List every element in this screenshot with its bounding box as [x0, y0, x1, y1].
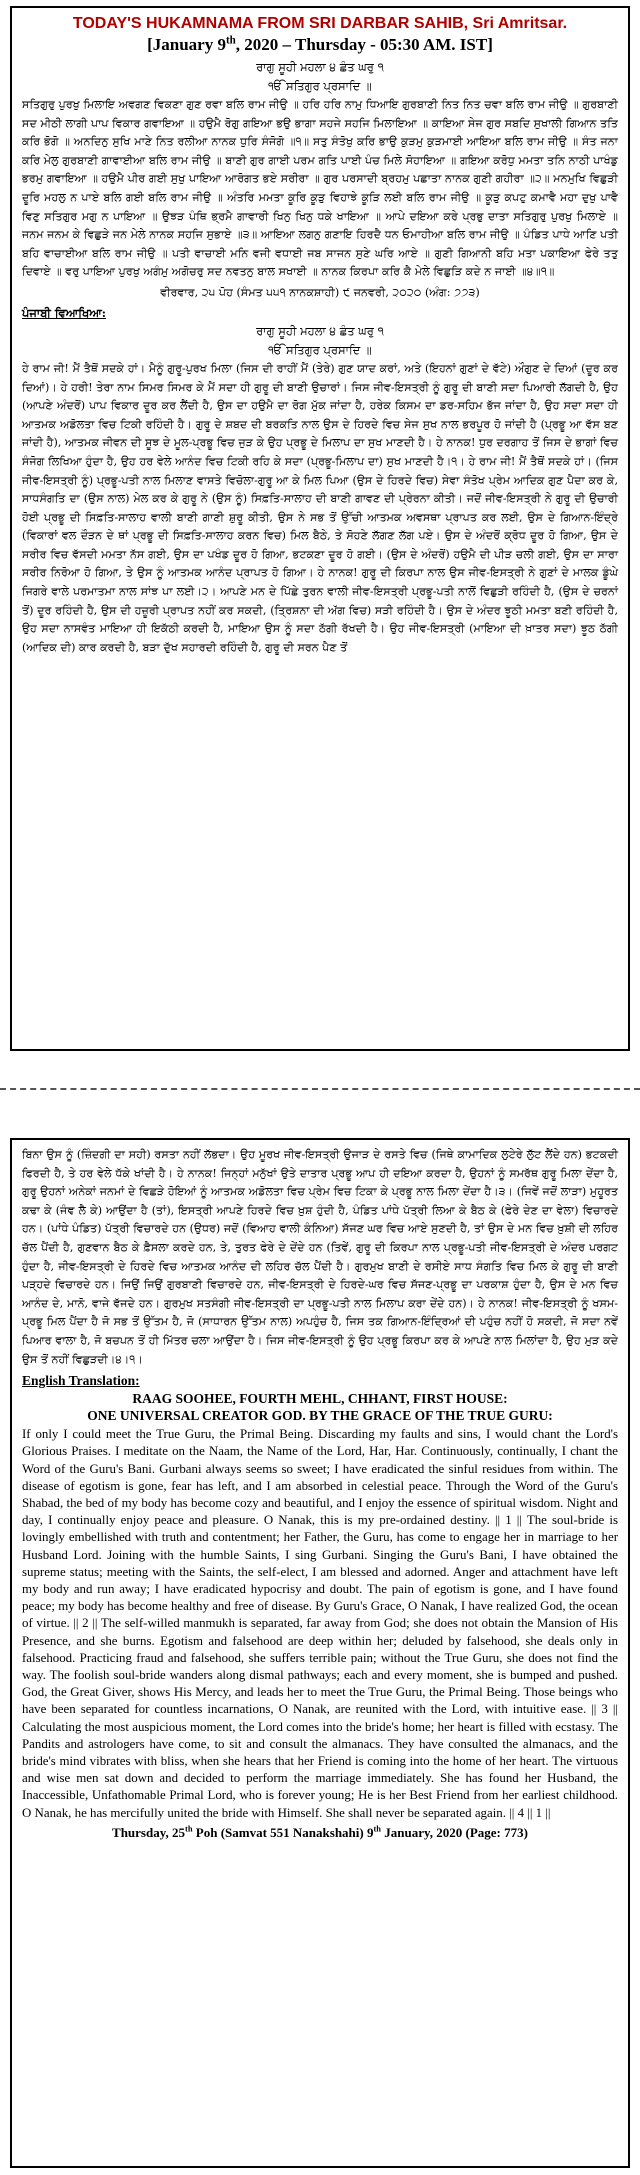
date-header-part2: , 2020 – Thursday - 05:30 AM. IST] — [235, 35, 493, 54]
punjabi-vyakhya-text-part1: ਹੇ ਰਾਮ ਜੀ! ਮੈਂ ਤੈਥੋਂ ਸਦਕੇ ਹਾਂ। ਮੈਨੂੰ ਗੁਰੂ-ਪੁਰਖ ਮਿਲਾ (ਜਿਸ ਦੀ ਰਾਹੀਂ ਮੈਂ (ਤੇਰੇ) ਗੁਣ ਯਾਦ ਕਰਾਂ, ਅਤੇ (ਇਹਨਾਂ ਗੁਣਾਂ ਦੇ ਵੱਟੇ) ਔਗੁਣ ਦੇ ਦਿਆਂ (ਦੂਰ ਕਰ ਦਿਆਂ)। ਹੇ ਹਰੀ! ਤੇਰਾ ਨਾਮ ਸਿਮਰ ਸਿਮਰ ਕੇ ਮੈਂ ਸਦਾ ਹੀ ਗੁਰੂ ਦੀ ਬਾਣੀ ਉਚਾਰਾਂ। ਜਿਸ ਜੀਵ-ਇਸਤ੍ਰੀ ਨੂੰ ਗੁਰੂ ਦੀ ਬਾਣੀ ਸਦਾ ਪਿਆਰੀ ਲੱਗਦੀ ਹੈ, ਉਹ (ਆਪਣੇ ਅੰਦਰੋਂ) ਪਾਪ ਵਿਕਾਰ ਦੂਰ ਕਰ ਲੈਂਦੀ ਹੈ, ਉਸ ਦਾ ਹਉਮੈ ਦਾ ਰੋਗ ਮੁੱਕ ਜਾਂਦਾ ਹੈ, ਹਰੇਕ ਕਿਸਮ ਦਾ ਡਰ-ਸਹਿਮ ਭੱਜ ਜਾਂਦਾ ਹੈ, ਉਹ ਸਦਾ ਸਦਾ ਹੀ ਆਤਮਕ ਅਡੋਲਤਾ ਵਿਚ ਟਿਕੀ ਰਹਿੰਦੀ ਹੈ। ਗੁਰੂ ਦੇ ਸ਼ਬਦ ਦੀ ਬਰਕਤਿ ਨਾਲ ਉਸ ਦੇ ਹਿਰਦੇ ਵਿਚ ਸੇਜ ਸੁਖ ਨਾਲ ਭਰਪੂਰ ਹੋ ਜਾਂਦੀ ਹੈ (ਪ੍ਰਭੂ ਆ ਵੱਸ ਬਣ ਜਾਂਦੀ ਹੈ), ਆਤਮਕ ਜੀਵਨ ਦੀ ਸੂਝ ਦੇ ਮੂਲ-ਪ੍ਰਭੂ ਵਿਚ ਜੁੜ ਕੇ ਉਹ ਪ੍ਰਭੂ ਦੇ ਮਿਲਾਪ ਦਾ ਸੁਖ ਮਾਣਦੀ ਹੈ। ਹੇ ਨਾਨਕ! ਧੁਰ ਦਰਗਾਹ ਤੋਂ ਜਿਸ ਦੇ ਭਾਗਾਂ ਵਿਚ ਸੰਜੋਗ ਲਿਖਿਆ ਹੁੰਦਾ ਹੈ, ਉਹ ਹਰ ਵੇਲੇ ਆਨੰਦ ਵਿਚ ਟਿਕੀ ਰਹਿ ਕੇ ਸਦਾ (ਪ੍ਰਭੂ-ਮਿਲਾਪ ਦਾ) ਸੁਖ ਮਾਣਦੀ ਹੈ।੧। ਹੇ ਰਾਮ ਜੀ! ਮੈਂ ਤੈਥੋਂ ਸਦਕੇ ਹਾਂ। (ਜਿਸ ਜੀਵ-ਇਸਤ੍ਰੀ ਨੂੰ) ਪ੍ਰਭੂ-ਪਤੀ ਨਾਲ ਮਿਲਾਣ ਵਾਸਤੇ ਵਿਚੋਲਾ-ਗੁਰੂ ਆ ਕੇ ਮਿਲ ਪਿਆ (ਉਸ ਦੇ ਹਿਰਦੇ ਵਿਚ) ਸੇਵਾ ਸੰਤੋਖ ਪ੍ਰੇਮ ਆਦਿਕ ਗੁਣ ਪੈਦਾ ਕਰ ਕੇ, ਸਾਧਸੰਗਤਿ ਦਾ (ਉਸ ਨਾਲ) ਮੇਲ ਕਰ ਕੇ ਗੁਰੂ ਨੇ (ਉਸ ਨੂੰ) ਸਿਫ਼ਤਿ-ਸਾਲਾਹ ਦੀ ਬਾਣੀ ਗਾਵਣ ਦੀ ਪ੍ਰੇਰਨਾ ਕੀਤੀ। ਜਦੋਂ ਜੀਵ-ਇਸਤ੍ਰੀ ਨੇ ਗੁਰੂ ਦੀ ਉਚਾਰੀ ਹੋਈ ਪ੍ਰਭੂ ਦੀ ਸਿਫ਼ਤਿ-ਸਾਲਾਹ ਵਾਲੀ ਬਾਣੀ ਗਾਣੀ ਸ਼ੁਰੂ ਕੀਤੀ, ਉਸ ਨੇ ਸਭ ਤੋਂ ਉੱਚੀ ਆਤਮਕ ਅਵਸਥਾ ਪ੍ਰਾਪਤ ਕਰ ਲਈ, ਉਸ ਦੇ ਗਿਆਨ-ਇੰਦ੍ਰੇ (ਵਿਕਾਰਾਂ ਵਲ ਦੌੜਨ ਦੇ ਥਾਂ ਪ੍ਰਭੂ ਦੀ ਸਿਫ਼ਤਿ-ਸਾਲਾਹ ਕਰਨ ਵਿਚ) ਮਿਲ ਬੈਠੇ, ਤੇ ਸੋਹਣੇ ਲੱਗਣ ਲੱਗ ਪਏ। ਉਸ ਦੇ ਅੰਦਰੋਂ ਕ੍ਰੋਧ ਦੂਰ ਹੋ ਗਿਆ, ਉਸ ਦੇ ਸਰੀਰ ਵਿਚ ਵੱਸਦੀ ਮਮਤਾ ਨੱਸ ਗਈ, ਉਸ ਦਾ ਪਖੰਡ ਦੂਰ ਹੋ ਗਿਆ, ਭਟਕਣਾ ਦੂਰ ਹੋ ਗਈ। (ਉਸ ਦੇ ਅੰਦਰੋਂ) ਹਉਮੈ ਦੀ ਪੀੜ ਚਲੀ ਗਈ, ਉਸ ਦਾ ਸਾਰਾ ਸਰੀਰ ਨਿਰੋਆ ਹੋ ਗਿਆ, ਤੇ ਉਸ ਨੂੰ ਆਤਮਕ ਆਨੰਦ ਪ੍ਰਾਪਤ ਹੋ ਗਿਆ। ਹੇ ਨਾਨਕ! ਗੁਰੂ ਦੀ ਕਿਰਪਾ ਨਾਲ ਉਸ ਜੀਵ-ਇਸਤ੍ਰੀ ਨੇ ਗੁਣਾਂ ਦੇ ਮਾਲਕ ਡੂੰਘੇ ਜਿਗਰੇ ਵਾਲੇ ਪਰਮਾਤਮਾ ਨਾਲ ਸਾਂਝ ਪਾ ਲਈ।੨। ਆਪਣੇ ਮਨ ਦੇ ਪਿੱਛੇ ਤੁਰਨ ਵਾਲੀ ਜੀਵ-ਇਸਤ੍ਰੀ ਪ੍ਰਭੂ-ਪਤੀ ਨਾਲੋਂ ਵਿਛੁੜੀ ਰਹਿੰਦੀ ਹੈ, (ਉਸ ਦੇ ਚਰਨਾਂ ਤੋਂ) ਦੂਰ ਰਹਿੰਦੀ ਹੈ, ਉਸ ਦੀ ਹਜ਼ੂਰੀ ਪ੍ਰਾਪਤ ਨਹੀਂ ਕਰ ਸਕਦੀ, (ਤ੍ਰਿਸ਼ਨਾ ਦੀ ਅੱਗ ਵਿਚ) ਸੜੀ ਰਹਿੰਦੀ ਹੈ। ਉਸ ਦੇ ਅੰਦਰ ਝੂਠੀ ਮਮਤਾ ਬਣੀ ਰਹਿੰਦੀ ਹੈ, ਉਹ ਸਦਾ ਨਾਸਵੰਤ ਮਾਇਆ ਹੀ ਇਕੱਠੀ ਕਰਦੀ ਹੈ, ਮਾਇਆ ਉਸ ਨੂੰ ਸਦਾ ਠੱਗੀ ਰੱਖਦੀ ਹੈ। ਉਹ ਜੀਵ-ਇਸਤ੍ਰੀ (ਮਾਇਆ ਦੀ ਖ਼ਾਤਰ ਸਦਾ) ਝੂਠ ਠੱਗੀ (ਆਦਿਕ ਦੀ) ਕਾਰ ਕਰਦੀ ਹੈ, ਬੜਾ ਦੁੱਖ ਸਹਾਰਦੀ ਰਹਿੰਦੀ ਹੈ, ਗੁਰੂ ਦੀ ਸਰਨ ਪੈਣ ਤੋਂ — [22, 361, 618, 654]
english-translation-label: English Translation: — [22, 1373, 140, 1389]
hukamnama-panel-top — [10, 6, 630, 1051]
raag-heading: ਰਾਗੁ ਸੂਹੀ ਮਹਲਾ ੪ ਛੰਤ ਘਰੁ ੧ — [256, 60, 384, 74]
footer-suffix-2: th — [373, 1823, 381, 1834]
page-divider — [0, 1088, 640, 1090]
vyakhya-mool-mantar-line: ੴ ਸਤਿਗੁਰ ਪ੍ਰਸਾਦਿ ॥ — [268, 342, 372, 357]
date-header-part1: [January 9 — [147, 35, 226, 54]
hukamnama-panel-bottom — [10, 1138, 630, 2168]
punjabi-vyakhya-text-part2: ਬਿਨਾ ਉਸ ਨੂੰ (ਜ਼ਿੰਦਗੀ ਦਾ ਸਹੀ) ਰਸਤਾ ਨਹੀਂ ਲੱਭਦਾ। ਉਹ ਮੂਰਖ ਜੀਵ-ਇਸਤ੍ਰੀ ਉਜਾੜ ਦੇ ਰਸਤੇ ਵਿਚ (ਜਿਥੇ ਕਾਮਾਦਿਕ ਲੁਟੇਰੇ ਲੁੱਟ ਲੈਂਦੇ ਹਨ) ਭਟਕਦੀ ਫਿਰਦੀ ਹੈ, ਤੇ ਹਰ ਵੇਲੇ ਧੱਕੇ ਖਾਂਦੀ ਹੈ। ਹੇ ਨਾਨਕ! ਜਿਨ੍ਹਾਂ ਮਨੁੱਖਾਂ ਉਤੇ ਦਾਤਾਰ ਪ੍ਰਭੂ ਆਪ ਹੀ ਦਇਆ ਕਰਦਾ ਹੈ, ਉਹਨਾਂ ਨੂੰ ਸਮਰੱਥ ਗੁਰੂ ਮਿਲਾ ਦੇਂਦਾ ਹੈ, ਗੁਰੂ ਉਹਨਾਂ ਅਨੇਕਾਂ ਜਨਮਾਂ ਦੇ ਵਿਛੜੇ ਹੋਇਆਂ ਨੂੰ ਆਤਮਕ ਅਡੋਲਤਾ ਵਿਚ ਪ੍ਰੇਮ ਵਿਚ ਟਿਕਾ ਕੇ ਪ੍ਰਭੂ ਨਾਲ ਮਿਲਾ ਦੇਂਦਾ ਹੈ।੩। (ਜਿਵੇਂ ਜਦੋਂ ਲਾੜਾ) ਮੁਹੂਰਤ ਕਢਾ ਕੇ (ਜੰਞ ਲੈ ਕੇ) ਆਉਂਦਾ ਹੈ (ਤਾਂ), ਇਸਤ੍ਰੀ ਆਪਣੇ ਹਿਰਦੇ ਵਿਚ ਖ਼ੁਸ਼ ਹੁੰਦੀ ਹੈ, ਪੰਡਿਤ ਪਾਂਧੇ ਪੱਤ੍ਰੀ ਲਿਆ ਕੇ ਬੈਠ ਕੇ (ਫੇਰੇ ਦੇਣ ਦਾ ਵੇਲਾ) ਵਿਚਾਰਦੇ ਹਨ। (ਪਾਂਧੇ ਪੰਡਿਤ) ਪੱਤ੍ਰੀ ਵਿਚਾਰਦੇ ਹਨ (ਉਧਰ) ਜਦੋਂ (ਵਿਆਹ ਵਾਲੀ ਕੰਨਿਆ) ਸੱਜਣ ਘਰ ਵਿਚ ਆਏ ਸੁਣਦੀ ਹੈ, ਤਾਂ ਉਸ ਦੇ ਮਨ ਵਿਚ ਖ਼ੁਸ਼ੀ ਦੀ ਲਹਿਰ ਚੱਲ ਪੈਂਦੀ ਹੈ, ਗੁਣਵਾਨ ਬੈਠ ਕੇ ਫ਼ੈਸਲਾ ਕਰਦੇ ਹਨ, ਤੇ, ਤੁਰਤ ਫੇਰੇ ਦੇ ਦੇਂਦੇ ਹਨ (ਤਿਵੇਂ, ਗੁਰੂ ਦੀ ਕਿਰਪਾ ਨਾਲ ਪ੍ਰਭੂ-ਪਤੀ ਜੀਵ-ਇਸਤ੍ਰੀ ਦੇ ਅੰਦਰ ਪਰਗਟ ਹੁੰਦਾ ਹੈ, ਜੀਵ-ਇਸਤ੍ਰੀ ਦੇ ਹਿਰਦੇ ਵਿਚ ਆਤਮਕ ਆਨੰਦ ਦੀ ਲਹਿਰ ਚੱਲ ਪੈਂਦੀ ਹੈ। ਗੁਰਮੁਖ ਬਾਣੀ ਦੇ ਰਸੀਏ ਸਾਧ ਸੰਗਤਿ ਵਿਚ ਮਿਲ ਕੇ ਗੁਰੂ ਦੀ ਬਾਣੀ ਪੜ੍ਹਦੇ ਵਿਚਾਰਦੇ ਹਨ। ਜਿਉਂ ਜਿਉਂ ਗੁਰਬਾਣੀ ਵਿਚਾਰਦੇ ਹਨ, ਜੀਵ-ਇਸਤ੍ਰੀ ਦੇ ਹਿਰਦੇ-ਘਰ ਵਿਚ ਸੱਜਣ-ਪ੍ਰਭੂ ਦਾ ਪਰਕਾਸ਼ ਹੁੰਦਾ ਹੈ, ਉਸ ਦੇ ਮਨ ਵਿਚ ਆਨੰਦ ਦੇ, ਮਾਨੋ, ਵਾਜੇ ਵੱਜਦੇ ਹਨ। ਗੁਰਮੁਖ ਸਤਸੰਗੀ ਜੀਵ-ਇਸਤ੍ਰੀ ਦਾ ਪ੍ਰਭੂ-ਪਤੀ ਨਾਲ ਮਿਲਾਪ ਕਰਾ ਦੇਂਦੇ ਹਨ)। ਹੇ ਨਾਨਕ! ਜੀਵ-ਇਸਤ੍ਰੀ ਨੂੰ ਖਸਮ-ਪ੍ਰਭੂ ਮਿਲ ਪੈਂਦਾ ਹੈ ਜੋ ਸਭ ਤੋਂ ਉੱਤਮ ਹੈ, ਜੋ (ਸਾਧਾਰਨ ਉੱਤਮ ਨਾਲ) ਅਪਹੁੰਚ ਹੈ, ਜਿਸ ਤਕ ਗਿਆਨ-ਇੰਦ੍ਰਿਆਂ ਦੀ ਪਹੁੰਚ ਨਹੀਂ ਹੋ ਸਕਦੀ, ਜੋ ਸਦਾ ਨਵੇਂ ਪਿਆਰ ਵਾਲਾ ਹੈ, ਜੋ ਬਚਪਨ ਤੋਂ ਹੀ ਮਿੱਤਰ ਚਲਾ ਆਉਂਦਾ ਹੈ। ਜਿਸ ਜੀਵ-ਇਸਤ੍ਰੀ ਨੂੰ ਉਹ ਪ੍ਰਭੂ ਕਿਰਪਾ ਕਰ ਕੇ ਆਪਣੇ ਨਾਲ ਮਿਲਾਂਦਾ ਹੈ, ਉਹ ਮੁੜ ਕਦੇ ਉਸ ਤੋਂ ਨਹੀਂ ਵਿਛੁੜਦੀ।੪।੧। — [22, 1148, 619, 1366]
punjabi-vyakhya-label: ਪੰਜਾਬੀ ਵਿਆਖਿਆ: — [22, 305, 107, 320]
gurbani-text: ਸਤਿਗੁਰੁ ਪੁਰਖੁ ਮਿਲਾਇ ਅਵਗਣ ਵਿਕਣਾ ਗੁਣ ਰਵਾ ਬਲਿ ਰਾਮ ਜੀਉ ॥ ਹਰਿ ਹਰਿ ਨਾਮੁ ਧਿਆਇ ਗੁਰਬਾਣੀ ਨਿਤ ਨਿਤ ਚਵਾ ਬਲਿ ਰਾਮ ਜੀਉ ॥ ਗੁਰਬਾਣੀ ਸਦ ਮੀਠੀ ਲਾਗੀ ਪਾਪ ਵਿਕਾਰ ਗਵਾਇਆ ॥ ਹਉਮੈ ਰੋਗੁ ਗਇਆ ਭਉ ਭਾਗਾ ਸਹਜੇ ਸਹਜਿ ਮਿਲਾਇਆ ॥ ਕਾਇਆ ਸੇਜ ਗੁਰ ਸਬਦਿ ਸੁਖਾਲੀ ਗਿਆਨ ਤਤਿ ਕਰਿ ਭੋਗੋ ॥ ਅਨਦਿਨੁ ਸੁਖਿ ਮਾਣੇ ਨਿਤ ਰਲੀਆ ਨਾਨਕ ਧੁਰਿ ਸੰਜੋਗੋ ॥੧॥ ਸਤੁ ਸੰਤੋਖੁ ਕਰਿ ਭਾਉ ਕੁੜਮੁ ਕੁੜਮਾਈ ਆਇਆ ਬਲਿ ਰਾਮ ਜੀਉ ॥ ਸੰਤ ਜਨਾ ਕਰਿ ਮੇਲੁ ਗੁਰਬਾਣੀ ਗਾਵਾਈਆ ਬਲਿ ਰਾਮ ਜੀਉ ॥ ਬਾਣੀ ਗੁਰ ਗਾਈ ਪਰਮ ਗਤਿ ਪਾਈ ਪੰਚ ਮਿਲੇ ਸੋਹਾਇਆ ॥ ਗਇਆ ਕਰੋਧੁ ਮਮਤਾ ਤਨਿ ਨਾਠੀ ਪਾਖੰਡੁ ਭਰਮੁ ਗਵਾਇਆ ॥ ਹਉਮੈ ਪੀਰ ਗਈ ਸੁਖੁ ਪਾਇਆ ਆਰੋਗਤ ਭਏ ਸਰੀਰਾ ॥ ਗੁਰ ਪਰਸਾਦੀ ਬ੍ਰਹਮੁ ਪਛਾਤਾ ਨਾਨਕ ਗੁਣੀ ਗਹੀਰਾ ॥੨॥ ਮਨਮੁਖਿ ਵਿਛੁੜੀ ਦੂਰਿ ਮਹਲੁ ਨ ਪਾਏ ਬਲਿ ਗਈ ਬਲਿ ਰਾਮ ਜੀਉ ॥ ਅੰਤਰਿ ਮਮਤਾ ਕੂਰਿ ਕੂੜੁ ਵਿਹਾਝੇ ਕੂੜਿ ਲਈ ਬਲਿ ਰਾਮ ਜੀਉ ॥ ਕੂੜੁ ਕਪਟੁ ਕਮਾਵੈ ਮਹਾ ਦੁਖੁ ਪਾਵੈ ਵਿਣੁ ਸਤਿਗੁਰ ਮਗੁ ਨ ਪਾਇਆ ॥ ਉਝੜ ਪੰਥਿ ਭ੍ਰਮੈ ਗਾਵਾਰੀ ਖਿਨੁ ਖਿਨੁ ਧਕੇ ਖਾਇਆ ॥ ਆਪੇ ਦਇਆ ਕਰੇ ਪ੍ਰਭੁ ਦਾਤਾ ਸਤਿਗੁਰੁ ਪੁਰਖੁ ਮਿਲਾਏ ॥ ਜਨਮ ਜਨਮ ਕੇ ਵਿਛੁੜੇ ਜਨ ਮੇਲੇ ਨਾਨਕ ਸਹਜਿ ਸੁਭਾਏ ॥੩॥ ਆਇਆ ਲਗਨੁ ਗਣਾਇ ਹਿਰਦੈ ਧਨ ਓਮਾਹੀਆ ਬਲਿ ਰਾਮ ਜੀਉ ॥ ਪੰਡਿਤ ਪਾਧੇ ਆਣਿ ਪਤੀ ਬਹਿ ਵਾਚਾਈਆ ਬਲਿ ਰਾਮ ਜੀਉ ॥ ਪਤੀ ਵਾਚਾਈ ਮਨਿ ਵਜੀ ਵਧਾਈ ਜਬ ਸਾਜਨ ਸੁਣੇ ਘਰਿ ਆਏ ॥ ਗੁਣੀ ਗਿਆਨੀ ਬਹਿ ਮਤਾ ਪਕਾਇਆ ਫੇਰੇ ਤਤੁ ਦਿਵਾਏ ॥ ਵਰੁ ਪਾਇਆ ਪੁਰਖੁ ਅਗੰਮੁ ਅਗੋਚਰੁ ਸਦ ਨਵਤਨੁ ਬਾਲ ਸਖਾਈ ॥ ਨਾਨਕ ਕਿਰਪਾ ਕਰਿ ਕੈ ਮੇਲੇ ਵਿਛੁੜਿ ਕਦੇ ਨ ਜਾਈ ॥੪॥੧॥ — [22, 98, 618, 279]
english-translation-text: If only I could meet the True Guru, the Primal Being. Discarding my faults and sins, I would chant the Lord's Glorious Praises. I meditate on the Naam, the Name of the Lord, Har, Har. Continuously, continually, I chant the Word of the Guru's Bani. Gurbani always seems so sweet; I have eradicated the sinful residues from within. The disease of egotism is gone, fear has left, and I am absorbed in celestial peace. Through the Word of the Guru's Shabad, the bed of my body has become cozy and beautiful, and I enjoy the essence of spiritual wisdom. Night and day, I continually enjoy peace and pleasure. O Nanak, this is my pre-ordained destiny. || 1 || The soul-bride is lovingly embellished with truth and contentment; her Father, the Guru, has come to engage her in marriage to her Husband Lord. Joining with the humble Saints, I sing Gurbani. Singing the Guru's Bani, I have obtained the supreme status; meeting with the Saints, the self-elect, I am blessed and adorned. Anger and attachment have left my body and run away; I have eradicated hypocrisy and doubt. The pain of egotism is gone, and I have found peace; my body has become healthy and free of disease. By Guru's Grace, O Nanak, I have realized God, the ocean of virtue. || 2 || The self-willed manmukh is separated, far away from God; she does not obtain the Mansion of His Presence, and she burns. Egotism and falsehood are deep within her; deluded by falsehood, she deals only in falsehood. Practicing fraud and falsehood, she suffers terrible pain; without the True Guru, she does not find the way. The foolish soul-bride wanders along dismal pathways; each and every moment, she is bumped and pushed. God, the Great Giver, shows His Mercy, and leads her to meet the True Guru, the Primal Being. Those beings who have been separated for countless incarnations, O Nanak, are reunited with the Lord, with intuitive ease. || 3 || Calculating the most auspicious moment, the Lord comes into the bride's home; her heart is filled with ecstasy. The Pandits and astrologers have come, to sit and consult the almanacs. They have consulted the almanacs, and the bride's mind vibrates with bliss, when she hears that her Friend is coming into the home of her heart. The virtuous and wise men sat down and decided to perform the marriage immediately. She has found her Husband, the Inaccessible, Unfathomable Primal Lord, who is forever young; He is her Best Friend from her earliest childhood. O Nanak, he has mercifully united the bride with Himself. She shall never be separated again. || 4 || 1 || — [22, 1427, 618, 1820]
page-title: TODAY'S HUKAMNAMA FROM SRI DARBAR SAHIB, Sri Amritsar. — [72, 15, 568, 32]
english-raag-heading: RAAG SOOHEE, FOURTH MEHL, CHHANT, FIRST HOUSE: — [132, 1391, 508, 1407]
footer-part3: January, 2020 (Page: 773) — [381, 1824, 528, 1840]
english-mool-mantar-heading: ONE UNIVERSAL CREATOR GOD. BY THE GRACE OF THE TRUE GURU: — [87, 1408, 553, 1424]
gurbani-date-line: ਵੀਰਵਾਰ, ੨੫ ਪੋਹ (ਸੰਮਤ ੫੫੧ ਨਾਨਕਸ਼ਾਹੀ) ੯ ਜਨਵਰੀ, ੨੦੨੦ (ਅੰਗ: ੭੭੩) — [160, 285, 480, 299]
date-header — [22, 34, 618, 55]
date-header-suffix: th — [225, 34, 236, 47]
vyakhya-raag-heading: ਰਾਗੁ ਸੂਹੀ ਮਹਲਾ ੪ ਛੰਤ ਘਰੁ ੧ — [256, 323, 384, 338]
footer-part2: Poh (Samvat 551 Nanakshahi) 9 — [192, 1824, 374, 1840]
english-date-footer — [22, 1824, 618, 1842]
footer-suffix-1: th — [185, 1823, 193, 1834]
footer-part1: Thursday, 25 — [112, 1824, 186, 1840]
mool-mantar-line: ੴ ਸਤਿਗੁਰ ਪ੍ਰਸਾਦਿ ॥ — [268, 79, 372, 93]
